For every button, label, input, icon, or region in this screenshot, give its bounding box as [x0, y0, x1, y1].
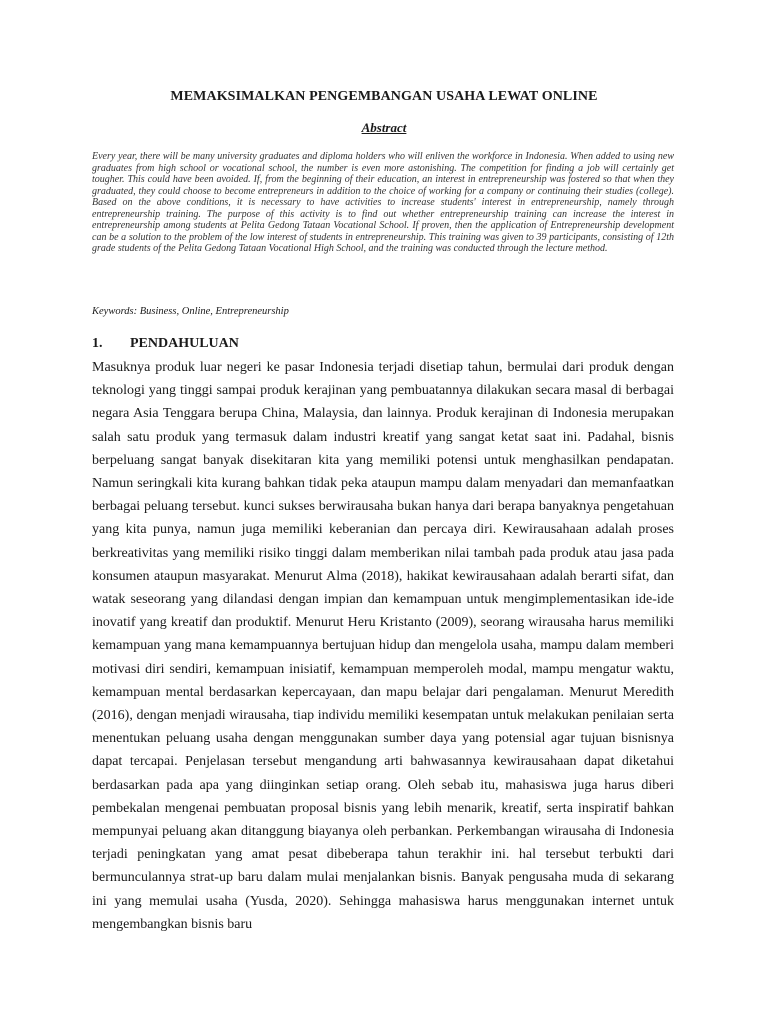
paper-title: MEMAKSIMALKAN PENGEMBANGAN USAHA LEWAT ONLINE: [170, 89, 598, 104]
section-body-paragraph: Masuknya produk luar negeri ke pasar Indonesia terjadi disetiap tahun, bermulai dari produk dengan teknologi yang tinggi sampai produk kerajinan yang pembuatannya dilakukan secara masal di berbagai negara Asia Tenggara berupa China, Malaysia, dan lainnya. Produk kerajinan di Indonesia merupakan salah satu produk yang termasuk dalam industri kreatif yang sangat ketat saat ini. Padahal, bisnis berpeluang sangat banyak disekitaran kita yang memiliki potensi untuk menghasilkan pendapatan. Namun seringkali kita kurang bahkan tidak peka ataupun mampu dalam menyadari dan memanfaatkan berbagai peluang tersebut. kunci sukses berwirausaha bukan hanya dari berapa banyaknya pengetahuan yang kita punya, namun juga memiliki keberanian dan percaya diri. Kewirausahaan adalah proses berkreativitas yang memiliki risiko tinggi dalam memberikan nilai tambah pada produk atau jasa pada konsumen ataupun masyarakat. Menurut Alma (2018), hakikat kewirausahaan adalah berarti sifat, dan watak seseorang yang dilandasi dengan impian dan kemampuan untuk mengimplementasikan ide-ide inovatif yang kreatif dan produktif. Menurut Heru Kristanto (2009), seorang wirausaha harus memiliki kemampuan yang mana kemampuannya bertujuan hidup dan mengelola usaha, mampu dalam memberi motivasi diri sendiri, kemampuan inisiatif, kemampuan memperoleh modal, mampu mengatur waktu, kemampuan mental berdasarkan kepercayaan, dan mapu belajar dari pengalaman. Menurut Meredith (2016), dengan menjadi wirausaha, tiap individu memiliki kesempatan untuk melakukan penilaian serta menentukan peluang usaha dengan menggunakan sumber daya yang potensial agar tujuan bisnisnya dapat tercapai. Penjelasan tersebut mengandung arti bahwasannya kewirausahaan dapat diketahui berdasarkan pada apa yang diinginkan setiap orang. Oleh sebab itu, mahasiswa juga harus diberi pembekalan mengenai pembuatan proposal bisnis yang lebih menarik, kreatif, serta inspiratif bahkan mempunyai peluang akan ditanggung biayanya oleh perbankan. Perkembangan wirausaha di Indonesia terjadi peningkatan yang amat pesat dibeberapa tahun terakhir ini. hal tersebut terbukti dari bermunculannya strat-up baru dalam mulai menjalankan bisnis. Banyak pengusaha muda di sekarang ini yang memulai usaha (Yusda, 2020). Sehingga mahasiswa harus menggunakan internet untuk mengembangkan bisnis baru: [92, 360, 674, 932]
section-number: 1.: [92, 336, 103, 351]
section-title: PENDAHULUAN: [130, 336, 239, 351]
section-heading: [92, 336, 239, 352]
keywords-line: Keywords: Business, Online, Entrepreneurship: [92, 306, 289, 317]
abstract-heading: Abstract: [361, 120, 407, 135]
abstract-text: Every year, there will be many university graduates and diploma holders who will enliven the workforce in Indonesia. When added to using new graduates from high school or vocational school, the number is even more astonishing. The competition for finding a job will certainly get tougher. This could have been avoided. If, from the beginning of their education, an interest in entrepreneurship was fostered so that when they graduated, they could choose to become entrepreneurs in addition to the choice of working for a company or continuing their studies (college). Based on the above conditions, it is necessary to have activities to increase students' interest in entrepreneurship, namely through entrepreneurship training. The purpose of this activity is to find out whether entrepreneurship training can increase the interest in entrepreneurship among students at Pelita Gedong Tataan Vocational School. If proven, then the application of Entrepreneurship development can be a solution to the problem of the low interest of students in entrepreneurship. This training was given to 39 participants, consisting of 12th grade students of the Pelita Gedong Tataan Vocational High School, and the training was conducted through the lecture method.: [92, 151, 674, 255]
